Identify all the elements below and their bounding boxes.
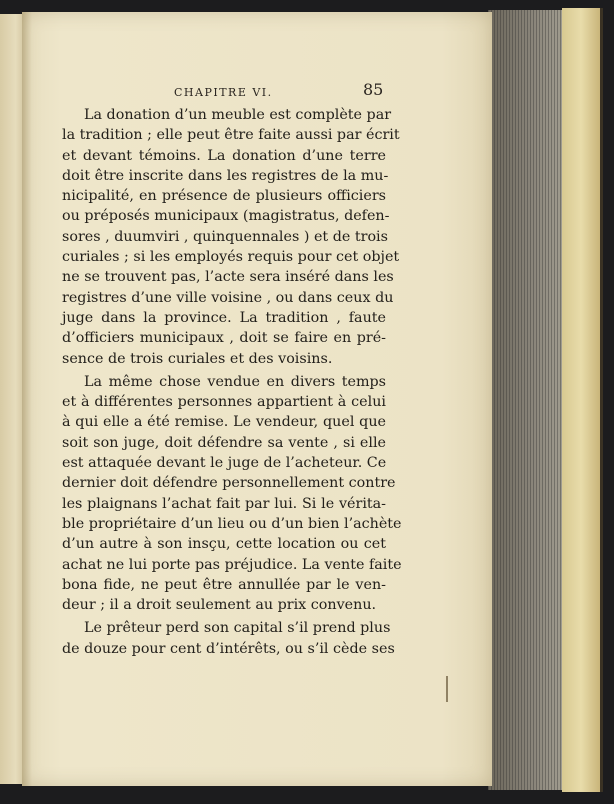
text-line: ou préposés municipaux (magistratus, defen- [62,208,390,225]
body-text [62,105,402,659]
page-header [60,80,384,102]
text-line: les plaignans l’achat fait par lui. Si le vérita- [62,495,386,512]
text-line: et à différentes personnes appartient à celui [62,394,386,411]
text-line: d’officiers municipaux , doit se faire en pré- [62,330,386,347]
text-line: bona fide, ne peut être annullée par le ven- [62,576,386,593]
page-number: 85 [363,80,384,99]
binding-cover-edge [562,8,603,792]
text-line: est attaquée devant le juge de l’acheteur. Ce [62,455,387,472]
text-line: nicipalité, en présence de plusieurs officiers [62,188,386,205]
running-head: CHAPITRE VI. [174,86,273,99]
text-line: achat ne lui porte pas préjudice. La vente faite [62,556,402,573]
text-line: soit son juge, doit défendre sa vente , si elle [62,434,386,451]
text-line: à qui elle a été remise. Le vendeur, quel que [62,414,386,431]
paragraph [62,105,400,369]
text-line: sores , duumviri , quinquennales ) et de trois [62,228,388,245]
text-line: La même chose vendue en divers temps [84,373,386,390]
text-line: et devant témoins. La donation d’une terre [62,147,386,164]
text-line: La donation d’un meuble est complète par [84,107,392,123]
margin-ink-mark [446,676,448,702]
text-line: la tradition ; elle peut être faite aussi par écrit [62,127,400,144]
text-line: ne se trouvent pas, l’acte sera inséré dans les [62,269,394,286]
text-line: doit être inscrite dans les registres de la mu- [62,167,389,184]
text-line: de douze pour cent d’intérêts, ou s’il cède ses [62,640,395,657]
paragraph [62,618,395,659]
text-line: juge dans la province. La tradition , faute [62,309,386,326]
text-line: Le prêteur perd son capital s’il prend plus [84,620,391,637]
text-line: d’un autre à son insçu, cette location ou cet [62,536,386,553]
text-line: ble propriétaire d’un lieu ou d’un bien l’achète [62,515,402,532]
text-line: sence de trois curiales et des voisins. [62,350,333,367]
text-line: registres d’une ville voisine , ou dans ceux du [62,289,394,306]
text-line: dernier doit défendre personnellement contre [62,475,396,492]
paragraph [62,372,402,616]
text-line: deur ; il a droit seulement au prix convenu. [62,597,377,614]
text-line: curiales ; si les employés requis pour cet objet [62,249,400,266]
